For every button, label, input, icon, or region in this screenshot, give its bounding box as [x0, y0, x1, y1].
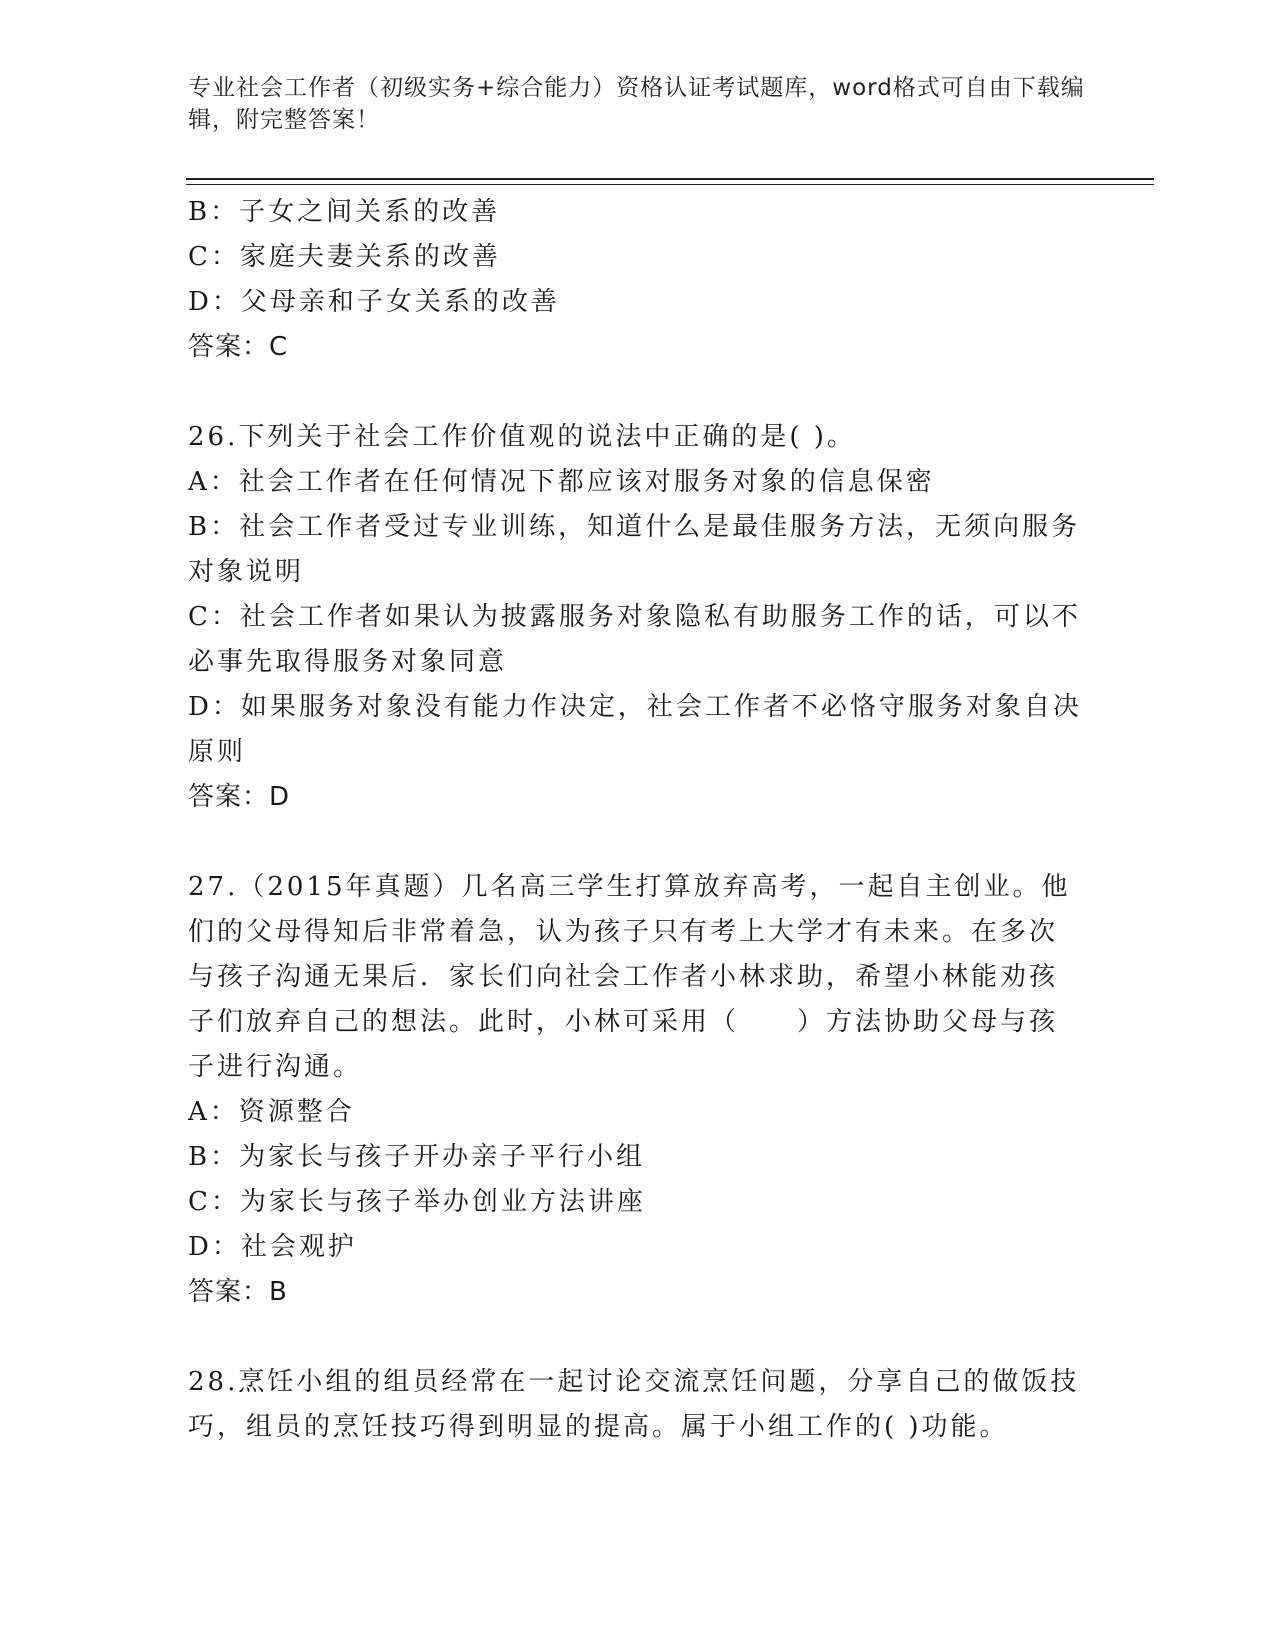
q27-question: 27.（2015年真题）几名高三学生打算放弃高考，一起自主创业。他们的父母得知后非常着急，认为孩子只有考上大学才有未来。在多次与孩子沟通无果后．家长们向社会工作者小林求助，希望小林能劝孩子们放弃自己的想法。此时，小林可采用（ ）方法协助父母与孩子进行沟通。 [188, 872, 1071, 1082]
q28-question: 28.烹饪小组的组员经常在一起讨论交流烹饪问题，分享自己的做饭技巧，组员的烹饪技巧得到明显的提高。属于小组工作的( )功能。 [188, 1367, 1080, 1442]
spacer [188, 820, 1083, 865]
q25-option-b: B：子女之间关系的改善 [188, 197, 501, 227]
q26-option-d: D：如果服务对象没有能力作决定，社会工作者不必恪守服务对象自决原则 [188, 692, 1082, 767]
q26-option-a: A：社会工作者在任何情况下都应该对服务对象的信息保密 [188, 467, 935, 497]
q26-answer: 答案：D [188, 782, 291, 812]
q25-answer: 答案：C [188, 332, 289, 362]
document-body [188, 190, 1083, 1450]
q27-answer: 答案：B [188, 1277, 288, 1307]
spacer [188, 370, 1083, 415]
q27-option-c: C：为家长与孩子举办创业方法讲座 [188, 1187, 646, 1217]
spacer [188, 1315, 1083, 1360]
header-rule-thin [186, 184, 1154, 185]
q25-option-c: C：家庭夫妻关系的改善 [188, 242, 501, 272]
q26-option-c: C：社会工作者如果认为披露服务对象隐私有助服务工作的话，可以不必事先取得服务对象同意 [188, 602, 1081, 677]
header-rule-thick [186, 178, 1154, 180]
q25-option-d: D：父母亲和子女关系的改善 [188, 287, 560, 317]
q26-question: 26.下列关于社会工作价值观的说法中正确的是( )。 [188, 422, 856, 452]
q27-option-b: B：为家长与孩子开办亲子平行小组 [188, 1142, 646, 1172]
q27-option-a: A：资源整合 [188, 1097, 355, 1127]
q27-option-d: D：社会观护 [188, 1232, 357, 1262]
page-header: 专业社会工作者（初级实务+综合能力）资格认证考试题库，word格式可自由下载编辑，附完整答案！ [188, 75, 1085, 133]
q26-option-b: B：社会工作者受过专业训练，知道什么是最佳服务方法，无须向服务对象说明 [188, 512, 1081, 587]
